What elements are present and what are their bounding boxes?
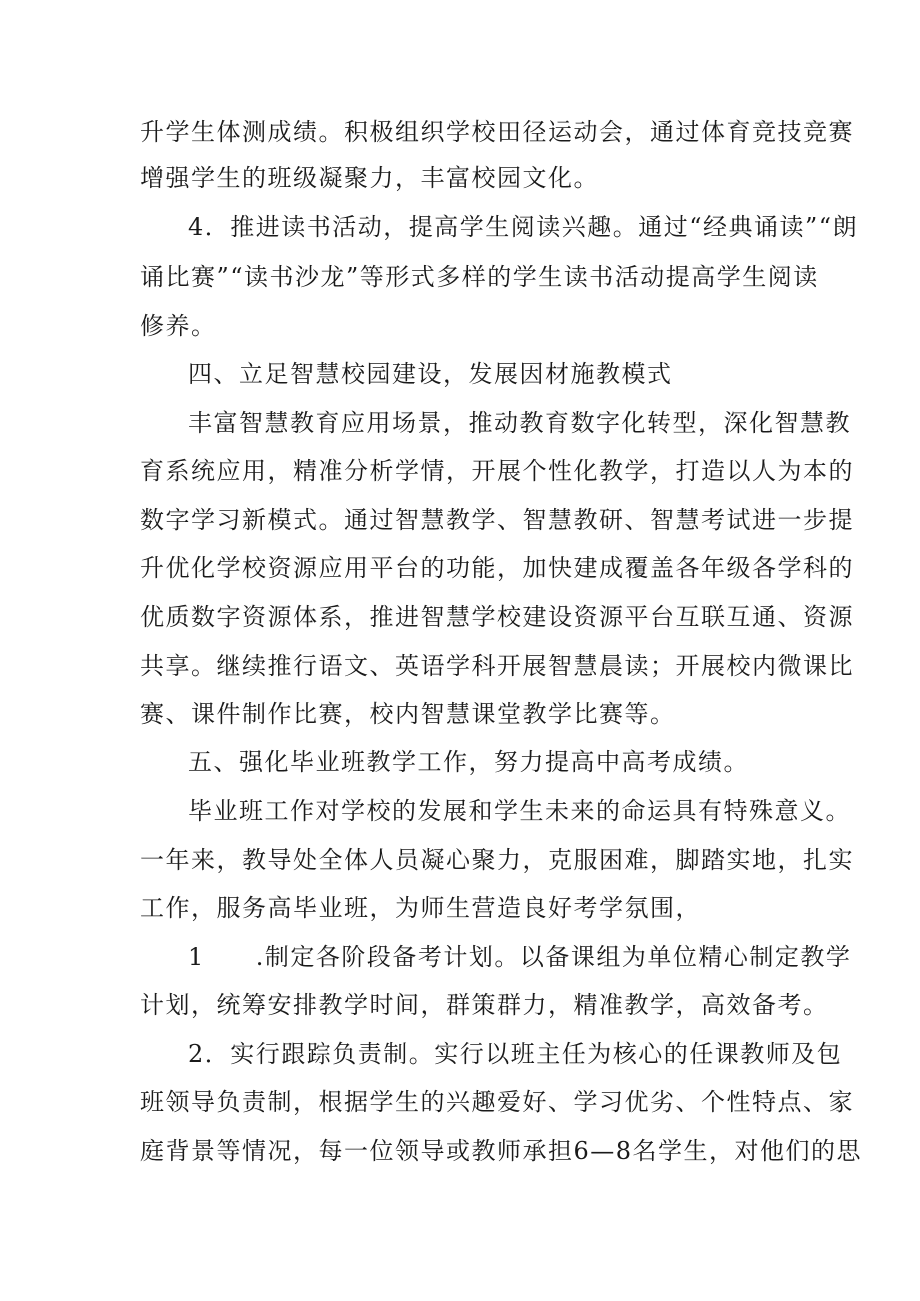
section-heading: 四、立足智慧校园建设，发展因材施教模式 — [188, 360, 673, 388]
text-line: 共享。继续推行语文、英语学科开展智慧晨读；开展校内微课比 — [140, 652, 854, 680]
text-line: 4．推进读书活动，提高学生阅读兴趣。通过“经典诵读”“朗 — [188, 213, 859, 241]
text-line: 增强学生的班级凝聚力，丰富校园文化。 — [140, 164, 599, 192]
text-line: 2．实行跟踪负责制。实行以班主任为核心的任课教师及包 — [188, 1040, 843, 1068]
text-line: 修养。 — [140, 312, 217, 340]
text-line: 1 .制定各阶段备考计划。以备课组为单位精心制定教学 — [188, 943, 852, 971]
text-line: 毕业班工作对学校的发展和学生未来的命运具有特殊意义。 — [188, 797, 851, 825]
text-line: 计划，统筹安排教学时间，群策群力，精准教学，高效备考。 — [140, 991, 829, 1019]
text-line: 赛、课件制作比赛，校内智慧课堂教学比赛等。 — [140, 700, 676, 728]
text-line: 升优化学校资源应用平台的功能，加快建成覆盖各年级各学科的 — [140, 554, 854, 582]
text-line: 班领导负责制，根据学生的兴趣爱好、学习优劣、个性特点、家 — [140, 1088, 854, 1116]
text-line: 丰富智慧教育应用场景，推动教育数字化转型，深化智慧教 — [188, 409, 851, 437]
text-line: 育系统应用，精准分析学情，开展个性化教学，打造以人为本的 — [140, 457, 854, 485]
text-line: 优质数字资源体系，推进智慧学校建设资源平台互联互通、资源 — [140, 603, 854, 631]
section-heading: 五、强化毕业班教学工作，努力提高中高考成绩。 — [188, 748, 749, 776]
text-line: 工作，服务高毕业班，为师生营造良好考学氛围， — [140, 894, 701, 922]
text-line: 数字学习新模式。通过智慧教学、智慧教研、智慧考试进一步提 — [140, 506, 854, 534]
text-line: 庭背景等情况，每一位领导或教师承担6—8名学生，对他们的思 — [140, 1137, 863, 1165]
text-line: 升学生体测成绩。积极组织学校田径运动会，通过体育竞技竞赛 — [140, 118, 854, 146]
text-line: 诵比赛”“读书沙龙”等形式多样的学生读书活动提高学生阅读 — [140, 263, 819, 291]
text-line: 一年来，教导处全体人员凝心聚力，克服困难，脚踏实地，扎实 — [140, 846, 854, 874]
